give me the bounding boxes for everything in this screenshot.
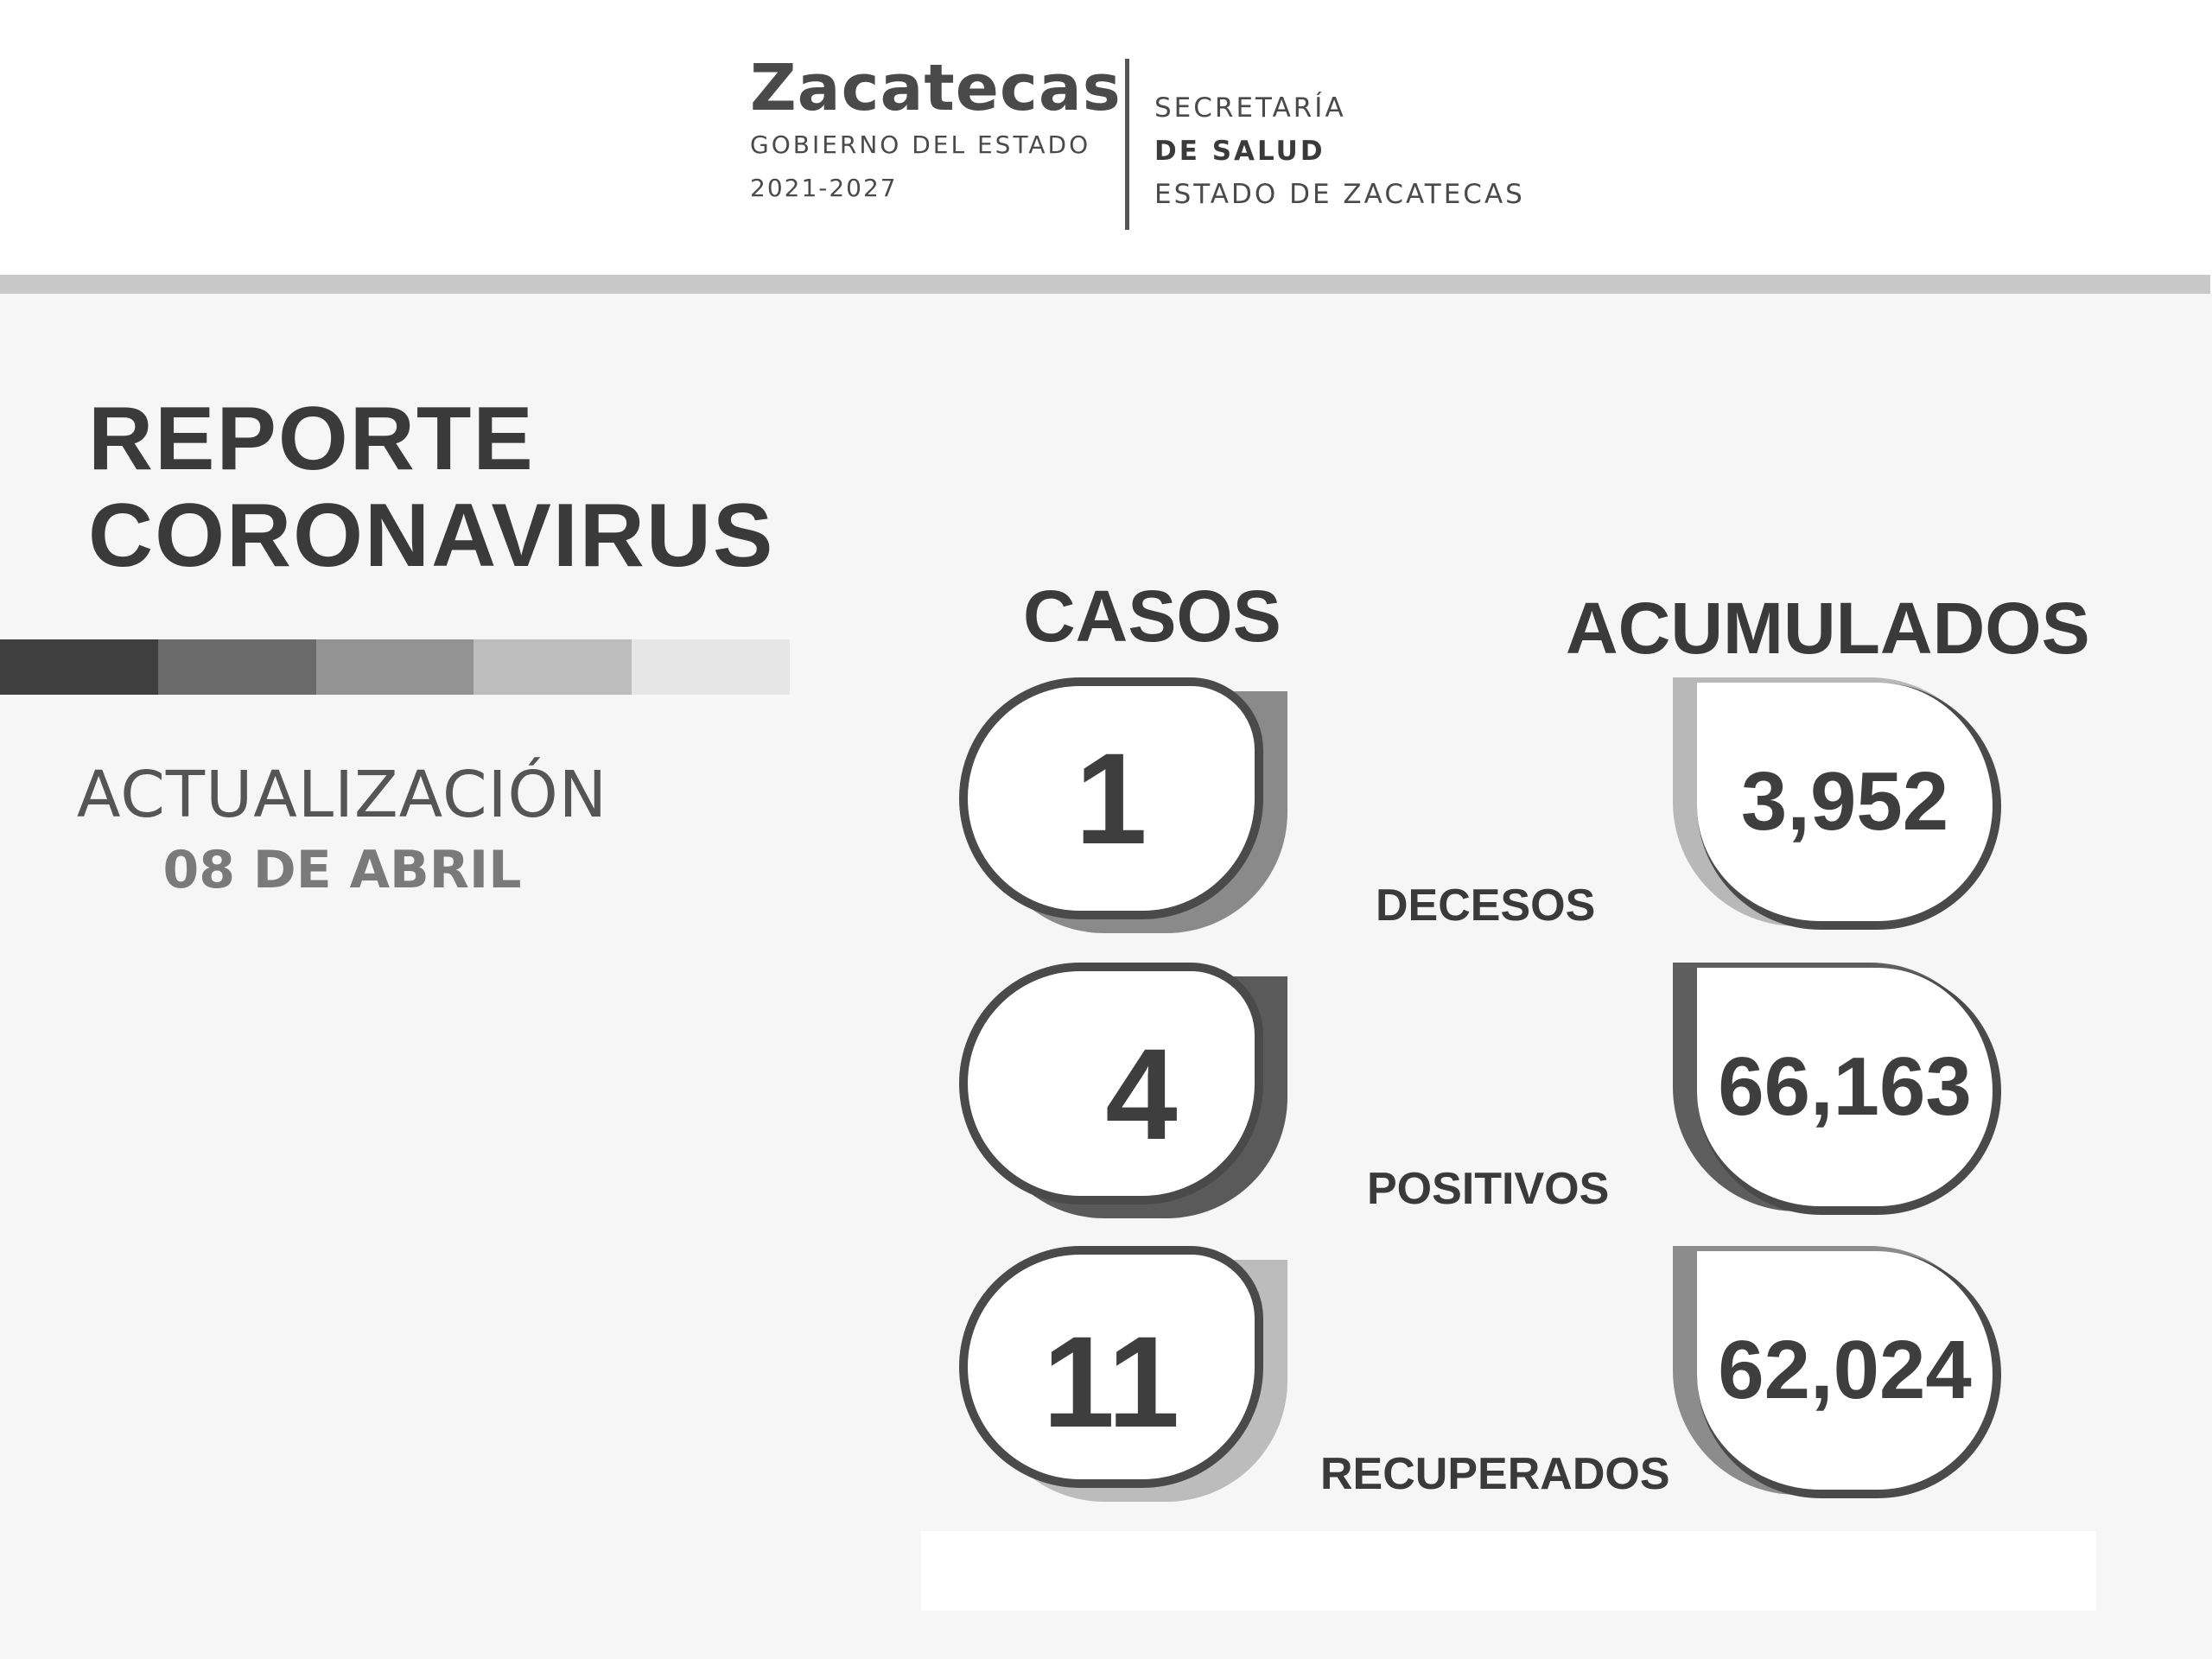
cumulative-positives-value: 66,163 [1697,968,2001,1215]
daily-recovered-value: 11 [959,1246,1263,1488]
header [0,0,2212,275]
header-divider [0,275,2210,294]
row-label-positives: POSITIVOS [1367,1164,1610,1214]
gradient-segment-4 [474,639,632,695]
daily-positives-bubble [959,963,1287,1218]
cumulative-deaths-bubble [1673,677,2001,933]
cumulative-positives-bubble [1673,963,2001,1218]
footer-box [921,1531,2096,1611]
gradient-segment-2 [158,639,316,695]
brand-years: 2021-2027 [750,174,898,202]
daily-deaths-value: 1 [959,677,1263,919]
daily-deaths-bubble [959,677,1287,933]
update-date: 08 DE ABRIL [162,840,522,900]
brand-subtitle: GOBIERNO DEL ESTADO [750,130,1091,159]
daily-recovered-bubble [959,1246,1287,1502]
secretaria-logo [1154,86,1525,216]
cumulative-deaths-value: 3,952 [1697,683,2001,930]
brand-name: Zacatecas [750,51,1122,125]
daily-positives-value: 4 [959,963,1263,1205]
gradient-segment-3 [316,639,474,695]
gradient-segment-1 [0,639,158,695]
cumulative-column-heading: ACUMULADOS [1566,588,2090,669]
row-label-deaths: DECESOS [1376,880,1596,931]
secretaria-line3: ESTADO DE ZACATECAS [1154,179,1525,210]
cumulative-recovered-bubble [1673,1246,2001,1502]
cumulative-recovered-value: 62,024 [1697,1251,2001,1498]
gradient-bar [0,639,790,695]
gobierno-logo [750,51,1122,204]
row-label-recovered: RECUPERADOS [1320,1449,1670,1499]
secretaria-line1: SECRETARÍA [1154,92,1346,124]
gradient-segment-5 [632,639,790,695]
report-title-line1: REPORTE [88,389,535,489]
daily-column-heading: CASOS [1023,575,1281,657]
secretaria-line2: DE SALUD [1154,136,1325,167]
update-label: ACTUALIZACIÓN [76,758,608,832]
report-title-line2: CORONAVIRUS [88,486,775,586]
report-title [88,391,774,584]
logo-divider [1125,59,1129,230]
